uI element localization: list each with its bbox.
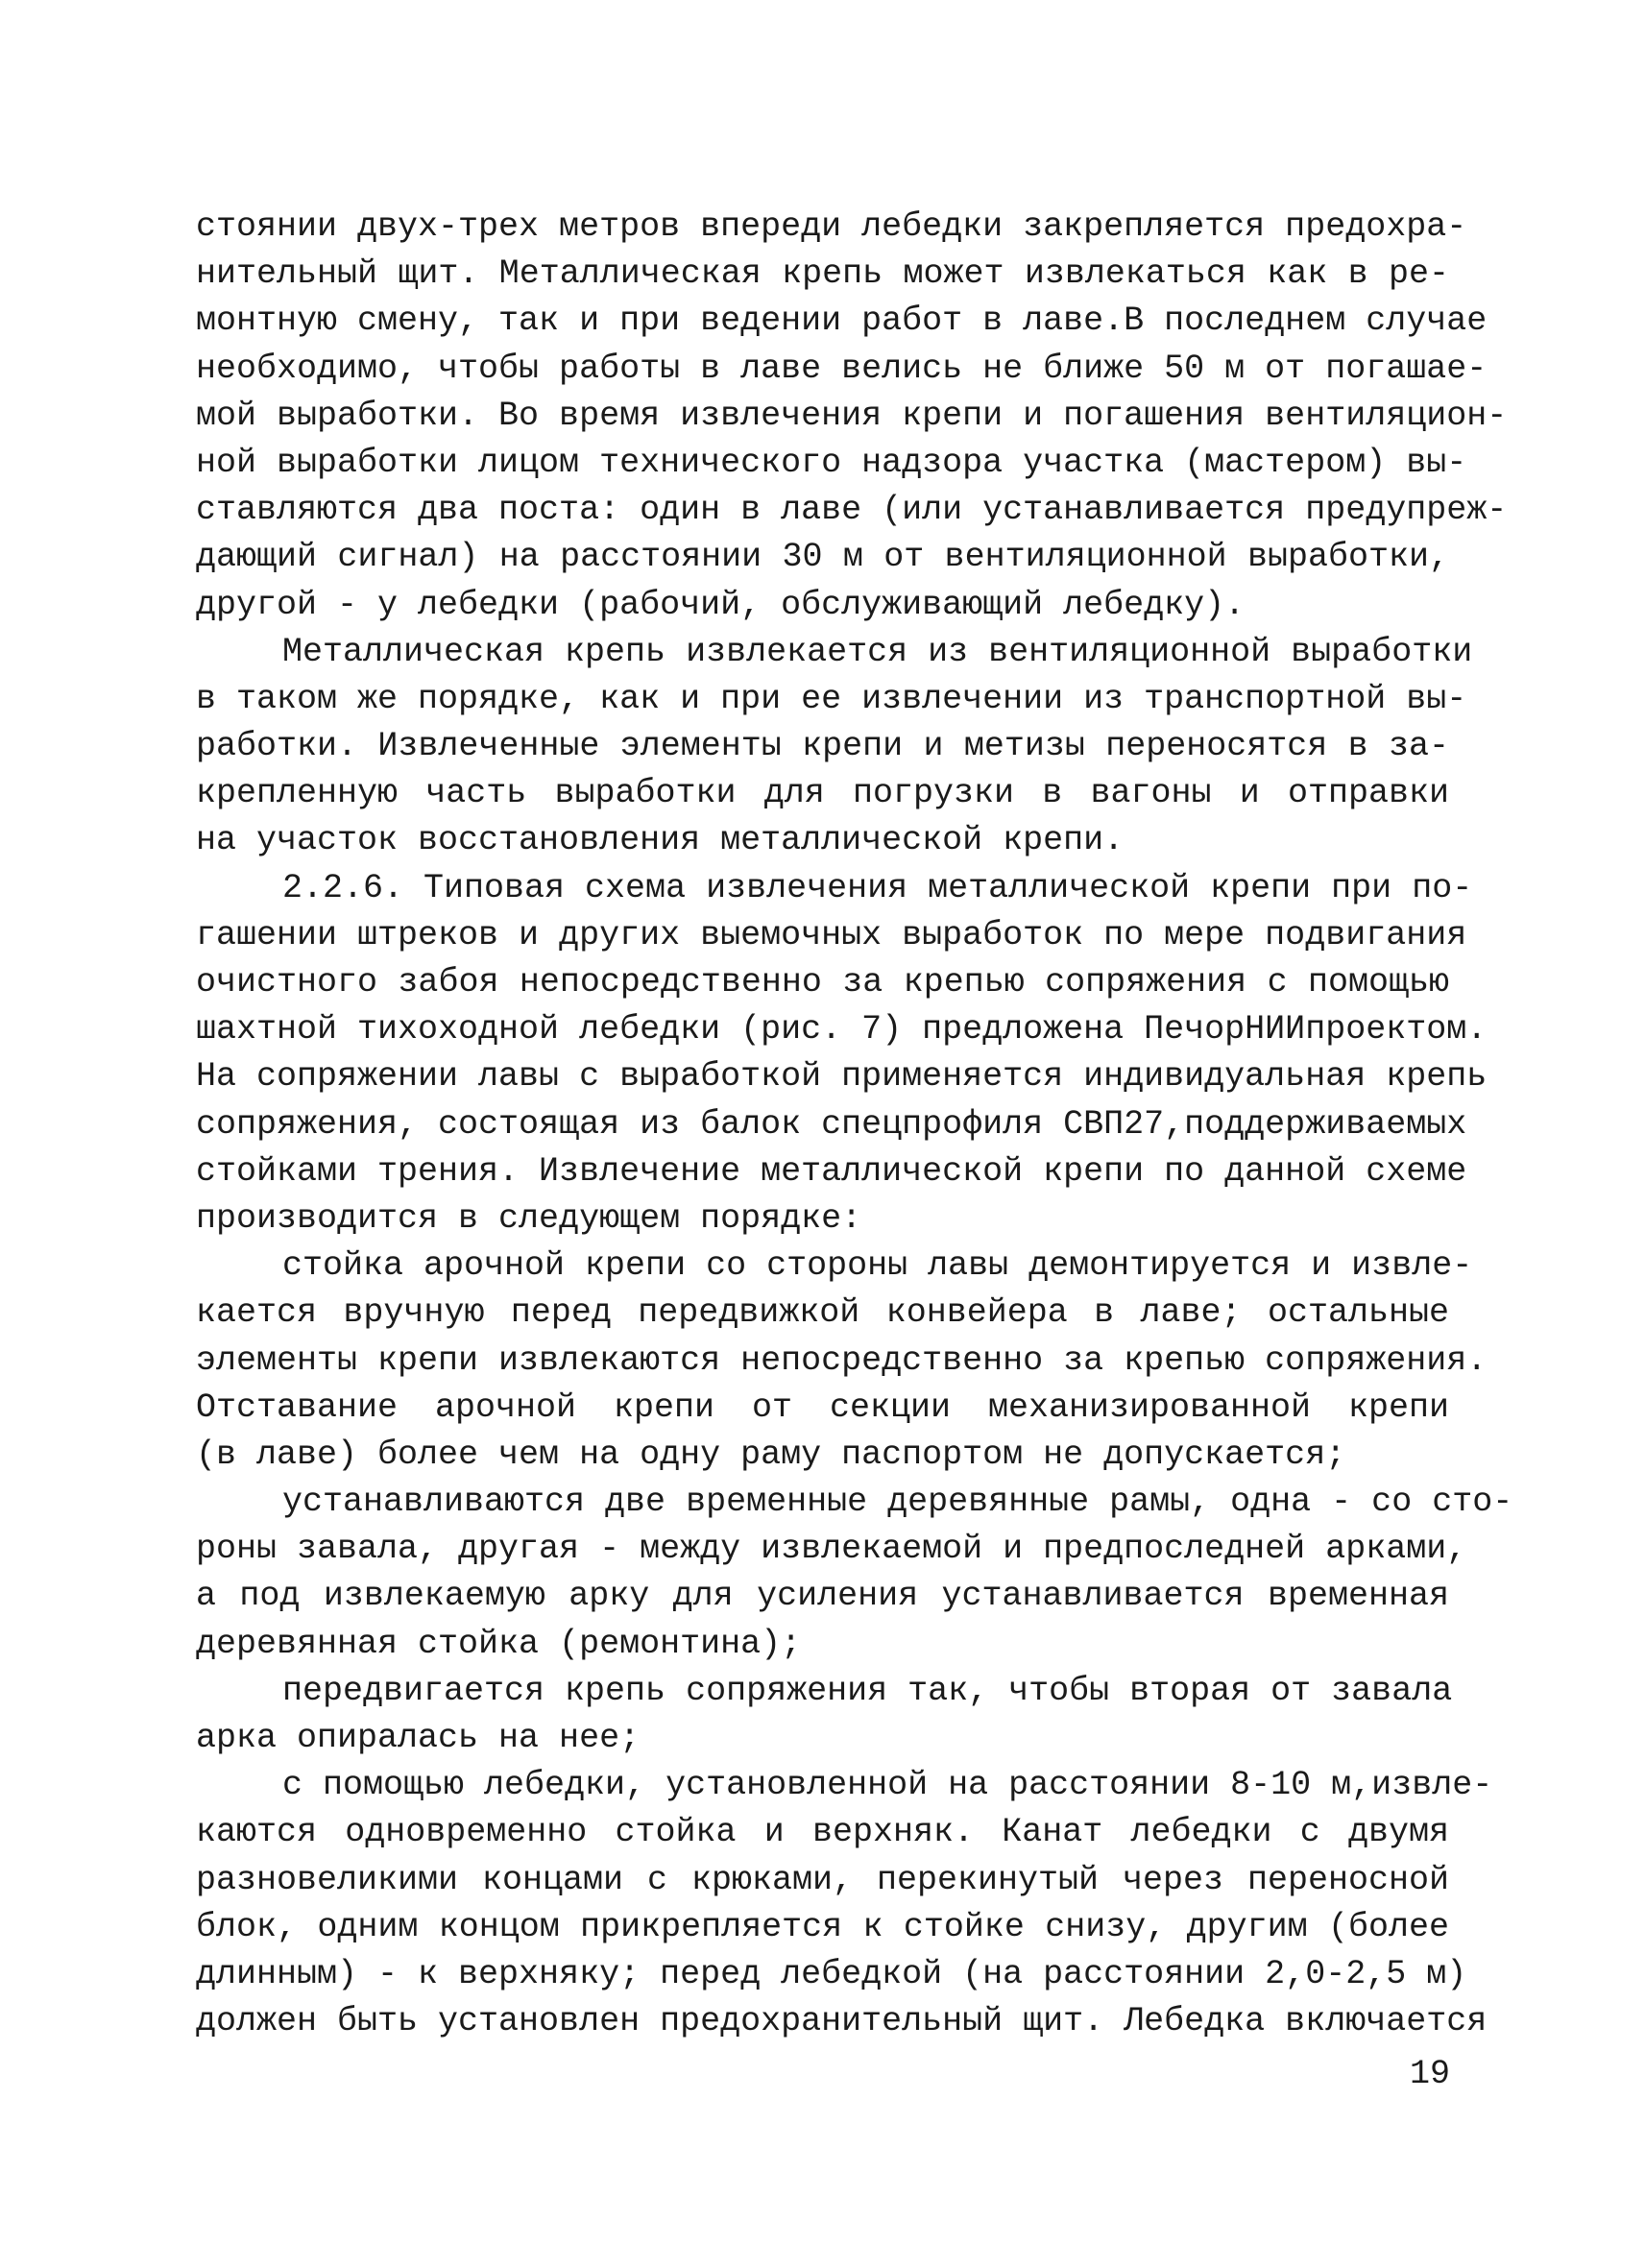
list-item-first-line: с помощью лебедки, установленной на расстоянии 8-10 м,извле- (282, 1766, 1493, 1805)
text-line: разновеликими концами с крюками, перекинутый через переносной (196, 1860, 1449, 1899)
text-line: блок, одним концом прикрепляется к стойке снизу, другим (более (196, 1907, 1449, 1946)
text-line: другой - у лебедки (рабочий, обслуживающий лебедку). (196, 585, 1246, 624)
text-line: арка опиралась на нее; (196, 1719, 641, 1757)
text-line: элементы крепи извлекаются непосредственно за крепью сопряжения. (196, 1340, 1488, 1380)
text-line: гашении штреков и других выемочных выработок по мере подвигания (196, 915, 1467, 954)
text-line: ной выработки лицом технического надзора участка (мастером) вы- (196, 443, 1467, 482)
text-line: мой выработки. Во время извлечения крепи и погашения вентиляцион- (196, 396, 1508, 435)
page-number: 19 (1409, 2055, 1450, 2093)
list-item-first-line: передвигается крепь сопряжения так, чтобы вторая от завала (282, 1671, 1453, 1710)
text-line: очистного забоя непосредственно за крепью сопряжения с помощью (196, 963, 1449, 1001)
list-item-first-line: устанавливаются две временные деревянные рамы, одна - со сто- (282, 1483, 1513, 1522)
text-line: на участок восстановления металлической крепи. (196, 821, 1125, 860)
text-line: длинным) - к верхняку; перед лебедкой (на расстоянии 2,0-2,5 м) (196, 1954, 1467, 1993)
text-line: стойками трения. Извлечение металлической крепи по данной схеме (196, 1151, 1467, 1191)
list-item-first-line: стойка арочной крепи со стороны лавы демонтируется и извле- (282, 1246, 1473, 1286)
text-line: кается вручную перед передвижкой конвейера в лаве; остальные (196, 1293, 1449, 1333)
text-line: а под извлекаемую арку для усиления устанавливается временная (196, 1577, 1449, 1616)
text-line: необходимо, чтобы работы в лаве велись не ближе 50 м от погашае- (196, 349, 1488, 388)
text-line: ставляются два поста: один в лаве (или устанавливается предупреж- (196, 491, 1508, 530)
text-line: в таком же порядке, как и при ее извлечении из транспортной вы- (196, 679, 1467, 718)
text-line: На сопряжении лавы с выработкой применяется индивидуальная крепь (196, 1057, 1488, 1097)
section-heading-line: 2.2.6. Типовая схема извлечения металлической крепи при по- (282, 868, 1473, 907)
text-line: стоянии двух-трех метров впереди лебедки закрепляется предохра- (196, 207, 1467, 246)
text-line: деревянная стойка (ремонтина); (196, 1624, 802, 1663)
text-line: монтную смену, так и при ведении работ в лаве.В последнем случае (196, 302, 1488, 341)
text-line: дающий сигнал) на расстоянии 30 м от вентиляционной выработки, (196, 538, 1449, 577)
text-line: роны завала, другая - между извлекаемой и предпоследней арками, (196, 1530, 1467, 1569)
text-line: Отставание арочной крепи от секции механизированной крепи (196, 1387, 1449, 1427)
text-line: производится в следующем порядке: (196, 1198, 862, 1238)
text-line: должен быть установлен предохранительный щит. Лебедка включается (196, 2002, 1488, 2041)
text-line: нительный щит. Металлическая крепь может извлекаться как в ре- (196, 254, 1449, 294)
text-line: шахтной тихоходной лебедки (рис. 7) предложена ПечорНИИпроектом. (196, 1010, 1488, 1050)
body-text (196, 204, 1513, 2045)
text-line: крепленную часть выработки для погрузки в вагоны и отправки (196, 774, 1449, 813)
text-line: работки. Извлеченные элементы крепи и метизы переносятся в за- (196, 727, 1449, 766)
text-line: каются одновременно стойка и верхняк. Канат лебедки с двумя (196, 1813, 1449, 1852)
text-line: сопряжения, состоящая из балок спецпрофиля СВП27,поддерживаемых (196, 1104, 1467, 1144)
text-line: (в лаве) более чем на одну раму паспортом не допускается; (196, 1435, 1346, 1474)
paragraph-first-line: Металлическая крепь извлекается из вентиляционной выработки (282, 632, 1473, 671)
